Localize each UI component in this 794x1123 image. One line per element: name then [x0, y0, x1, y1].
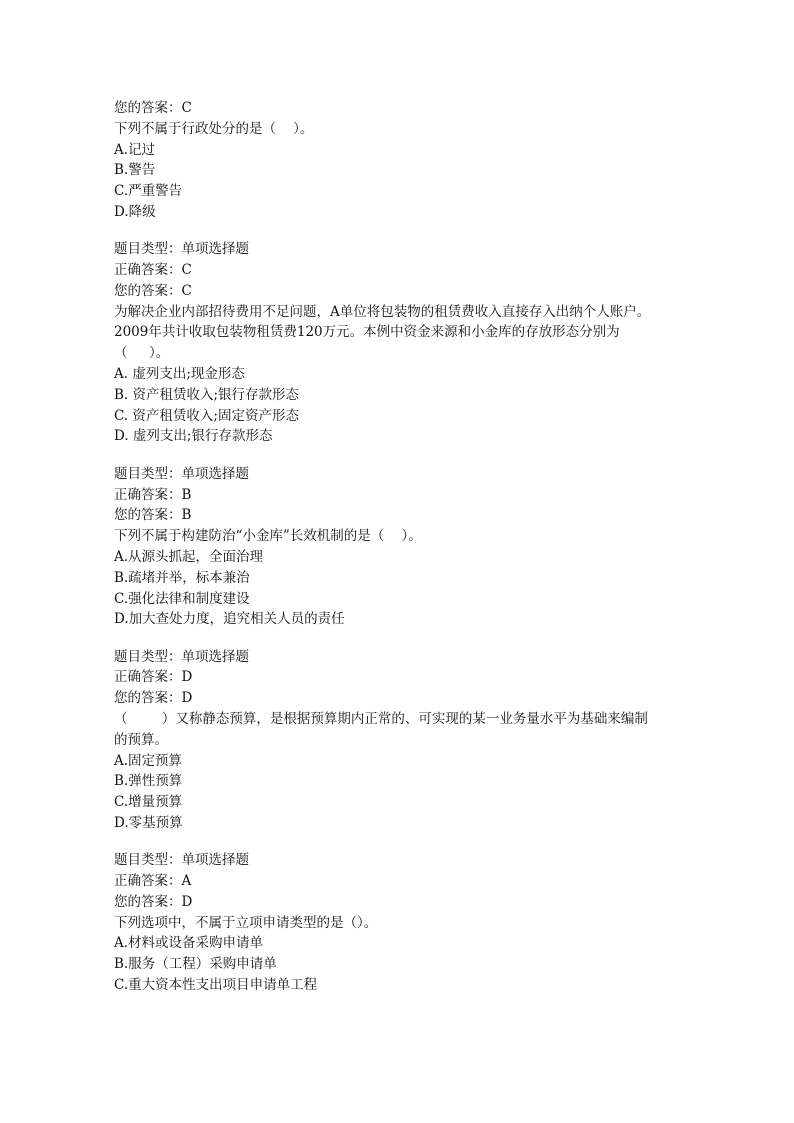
option-d: D. 虚列支出;银行存款形态 [114, 428, 273, 445]
option-d: D.降级 [114, 203, 156, 220]
option-c: C.严重警告 [114, 183, 183, 200]
block-spacer [114, 447, 694, 464]
question-text: 下列不属于构建防治“小金库”长效机制的是（ ）。 [114, 528, 422, 545]
block-spacer [114, 630, 694, 647]
question-block-2 [114, 239, 694, 447]
correct-answer: 正确答案：B [114, 486, 192, 503]
question-text: 的预算。 [114, 731, 168, 748]
correct-answer: 正确答案：A [114, 873, 192, 890]
correct-answer: 正确答案：C [114, 262, 192, 279]
block-spacer [114, 223, 694, 240]
your-answer: 您的答案：D [114, 690, 193, 707]
option-c: C. 资产租赁收入;固定资产形态 [114, 407, 299, 424]
question-block-1 [114, 98, 694, 223]
option-b: B.弹性预算 [114, 773, 183, 790]
option-b: B.服务（工程）采购申请单 [114, 956, 277, 973]
question-text: 2009年共计收取包装物租赁费120万元。本例中资金来源和小金库的存放形态分别为 [114, 324, 620, 341]
question-block-3 [114, 464, 694, 630]
option-c: C.增量预算 [114, 794, 183, 811]
your-answer: 您的答案：D [114, 893, 193, 910]
question-type: 题目类型：单项选择题 [114, 241, 249, 258]
option-a: A.材料或设备采购申请单 [114, 935, 264, 952]
option-b: B. 资产租赁收入;银行存款形态 [114, 386, 300, 403]
your-answer: 您的答案：C [114, 100, 192, 116]
your-answer: 您的答案：C [114, 282, 192, 299]
option-a: A.记过 [114, 141, 156, 158]
block-spacer [114, 834, 694, 851]
question-text: （ ）。 [114, 345, 170, 362]
question-block-5 [114, 850, 694, 996]
question-text: 为解决企业内部招待费用不足问题，A单位将包装物的租赁费收入直接存入出纳个人账户。 [114, 303, 651, 320]
question-text: （ ）又称静态预算，是根据预算期内正常的、可实现的某一业务量水平为基础来编制 [114, 711, 648, 728]
option-a: A. 虚列支出;现金形态 [114, 366, 245, 383]
correct-answer: 正确答案：D [114, 669, 193, 686]
question-type: 题目类型：单项选择题 [114, 648, 249, 665]
document-body [114, 98, 694, 996]
option-a: A.从源头抓起，全面治理 [114, 548, 264, 565]
your-answer: 您的答案：B [114, 507, 192, 524]
question-block-4 [114, 647, 694, 834]
question-text: 下列选项中，不属于立项申请类型的是（）。 [114, 914, 378, 931]
option-d: D.零基预算 [114, 815, 183, 831]
option-d: D.加大查处力度，追究相关人员的责任 [114, 611, 345, 628]
option-c: C.强化法律和制度建设 [114, 590, 250, 607]
option-a: A.固定预算 [114, 752, 183, 769]
option-b: B.警告 [114, 162, 156, 179]
question-type: 题目类型：单项选择题 [114, 852, 249, 869]
option-c: C.重大资本性支出项目申请单工程 [114, 977, 318, 994]
question-type: 题目类型：单项选择题 [114, 465, 249, 482]
question-text: 下列不属于行政处分的是（ ）。 [114, 120, 314, 137]
option-b: B.疏堵并举，标本兼治 [114, 569, 250, 586]
